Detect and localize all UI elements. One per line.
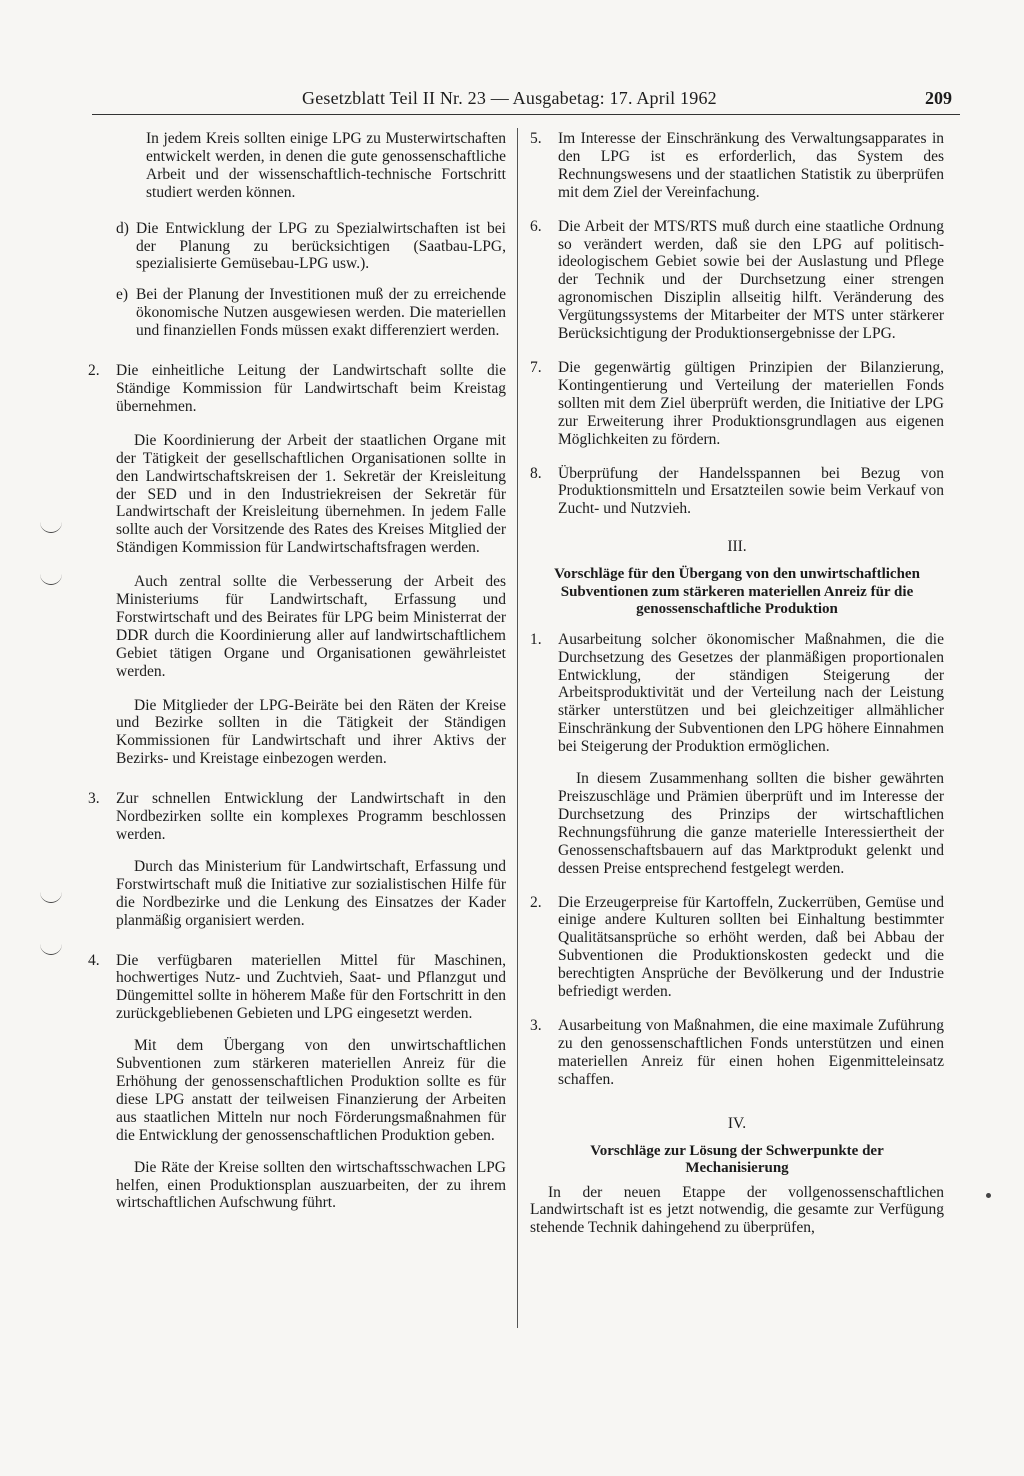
page-header [92, 88, 960, 114]
list-marker: 8. [530, 464, 542, 482]
list-marker: 6. [530, 217, 542, 235]
list-item-text: Zur schnellen Entwicklung der Landwirtschaft in den Nordbezirken sollte ein komplexes Programm beschlossen werden. [116, 790, 506, 843]
list-item-4 [88, 952, 506, 1024]
list-item-text: Ausarbeitung solcher ökonomischer Maßnahmen, die die Durchsetzung des Gesetzes der planmäßigen proportionalen Entwicklung, der ständigen Steigerung der Arbeitsproduktivität und der Verteilung nach der Leistung stärker unterstützen und bei gleichzeitiger allmählicher Einschränkung der Subventionen den LPG höhere Einnahmen bei Steigerung der Produktion ermöglichen. [558, 630, 944, 756]
paragraph: Die Räte der Kreise sollten den wirtschaftsschwachen LPG helfen, einen Produktionsplan auszuarbeiten, der zu ihrem wirtschaftlichen Aufschwung führt. [116, 1158, 506, 1212]
section-heading: Vorschläge für den Übergang von den unwirtschaftlichen Subventionen zum stärkeren materiellen Anreiz für die genossenschaftliche Produktion [554, 566, 920, 618]
list-item-s3-3 [530, 1017, 944, 1089]
paragraph: In diesem Zusammenhang sollten die bisher gewährten Preiszuschläge und Prämien überprüft und im Interesse der Durchsetzung des Prinzips der wirtschaftlichen Rechnungsführung die ganze materielle Interessiertheit der Genossenschaftsbauern auf das Marktprodukt gelenkt und dessen Preise entsprechend festgelegt werden. [558, 770, 944, 877]
list-item-8 [530, 465, 944, 519]
list-item-text: Die Entwicklung der LPG zu Spezialwirtschaften ist bei der Planung zu berücksichtigen (Saatbau-LPG, spezialisierte Gemüsebau-LPG usw.). [136, 219, 506, 273]
list-marker: 4. [88, 951, 100, 969]
list-item-e [88, 286, 506, 340]
margin-tick-mark [40, 574, 62, 585]
section-number: III. [727, 538, 747, 556]
list-marker: 7. [530, 358, 542, 376]
list-item-s3-2 [530, 894, 944, 1001]
list-marker: 3. [88, 790, 100, 808]
list-item-text: Ausarbeitung von Maßnahmen, die eine maximale Zuführung zu den genossenschaftlichen Fonds unterstützen und einen materiellen Anreiz für einen hohen Eigenmitteleinsatz schaffen. [558, 1016, 944, 1088]
section-number: IV. [727, 1114, 747, 1132]
list-item-2 [88, 362, 506, 416]
left-column [88, 130, 506, 1212]
list-marker: 1. [530, 630, 542, 648]
list-item-text: Im Interesse der Einschränkung des Verwaltungsapparates in den LPG ist es erforderlich, das System des Rechnungswesens und der staatlichen Statistik zu überprüfen mit dem Ziel der Vereinfachung. [558, 130, 944, 201]
paragraph: Die Mitglieder der LPG-Beiräte bei den Räten der Kreise und Bezirke sollten in die Tätigkeit der Ständigen Kommissionen für Landwirtschaft und ihrer Aktivs der Bezirks- und Kreistage einbezogen werden. [116, 696, 506, 768]
margin-tick-mark [40, 944, 62, 955]
list-item-text: Die Arbeit der MTS/RTS muß durch eine staatliche Ordnung so verändert werden, daß sie den LPG auf politisch-ideologischem Gebiet sowie bei der Auslastung und Pflege der Technik und der Durchsetzung einer strengen agronomischen Disziplin allseitig hilft. Veränderung des Vergütungssystems der Mitarbeiter der MTS unter stärkerer Berücksichtigung der Produktionsergebnisse der LPG. [558, 217, 944, 343]
list-item-6 [530, 218, 944, 343]
section-heading: Vorschläge zur Lösung der Schwerpunkte der Mechanisierung [590, 1142, 884, 1177]
list-item-text: Die gegenwärtig gültigen Prinzipien der Bilanzierung, Kontingentierung und Verteilung der materiellen Fonds sollten mit dem Ziel überprüft werden, die Initiative der LPG zur Erweiterung ihrer Produktionsgrundlagen aus eigenen Möglichkeiten zu fördern. [558, 358, 944, 448]
list-item-text: Überprüfung der Handelsspannen bei Bezug von Produktionsmitteln und Ersatzteilen sowie beim Verkauf von Zucht- und Nutzvieh. [558, 464, 944, 518]
margin-dot [986, 1193, 991, 1198]
list-marker: 5. [530, 130, 542, 147]
list-item-text: Die verfügbaren materiellen Mittel für Maschinen, hochwertiges Nutz- und Zuchtvieh, Saat- und Pflanzgut und Düngemittel sollte in höherem Maße für den Fortschritt in den zurückgebliebenen Gebieten und LPG eingesetzt werden. [116, 951, 506, 1023]
paragraph: Durch das Ministerium für Landwirtschaft, Erfassung und Forstwirtschaft muß die Initiative zur sozialistischen Hilfe für die Nordbezirke und die Lenkung des Einsatzes der Kader planmäßig organisiert werden. [116, 857, 506, 929]
paragraph: Mit dem Übergang von den unwirtschaftlichen Subventionen zum stärkeren materiellen Anreiz für die Erhöhung der genossenschaftlichen Produktion sollte es für diese LPG anstatt der teilweisen Finanzierung der Arbeiten aus staatlichen Mitteln nur noch Förderungsmaßnahmen für die Entwicklung der genossenschaftlichen Produktion geben. [116, 1037, 506, 1144]
list-item-text: Die einheitliche Leitung der Landwirtschaft sollte die Ständige Kommission für Landwirtschaft beim Kreistag übernehmen. [116, 362, 506, 415]
paragraph: In jedem Kreis sollten einige LPG zu Musterwirtschaften entwickelt werden, in denen die gute genossenschaftliche Arbeit und der wissenschaftlich-technische Fortschritt studiert werden können. [146, 130, 506, 201]
list-marker: 2. [530, 893, 542, 911]
list-marker: e) [116, 286, 129, 304]
list-marker: 3. [530, 1016, 542, 1034]
list-item-text: Bei der Planung der Investitionen muß der zu erreichende ökonomische Nutzen ausgewiesen werden. Die materiellen und finanziellen Fonds müssen exakt differenziert werden. [136, 286, 506, 340]
paragraph: In der neuen Etappe der vollgenossenschaftlichen Landwirtschaft ist es jetzt notwendig, die gesamte zur Verfügung stehende Technik dahingehend zu überprüfen, [530, 1183, 944, 1237]
margin-tick-mark [40, 892, 62, 903]
list-marker: d) [116, 219, 129, 237]
margin-tick-mark [40, 522, 62, 533]
list-marker: 2. [88, 362, 100, 380]
header-title: Gesetzblatt Teil II Nr. 23 — Ausgabetag: 17. April 1962 [302, 88, 717, 108]
list-item-text: Die Erzeugerpreise für Kartoffeln, Zuckerrüben, Gemüse und einige andere Kulturen sollten bei Einhaltung bestimmter Qualitätsansprüche so erhöht werden, daß bei Abbau der Subventionen die Produktionskosten gedeckt und die berechtigten Ansprüche der Bevölkerung und der Industrie befriedigt werden. [558, 893, 944, 1001]
column-divider [517, 128, 518, 1328]
list-item-3 [88, 790, 506, 844]
list-item-7 [530, 359, 944, 449]
list-item-s3-1 [530, 631, 944, 756]
paragraph: Auch zentral sollte die Verbesserung der Arbeit des Ministeriums für Landwirtschaft, Erfassung und Forstwirtschaft und des Beirates für LPG beim Ministerrat der DDR durch die Koordinierung aller auf landwirtschaftlichem Gebiet tätigen Organe und Organisationen gewährleistet werden. [116, 573, 506, 680]
list-item-5 [530, 130, 944, 202]
page-number: 209 [925, 88, 952, 108]
header-rule [92, 114, 960, 115]
paragraph: Die Koordinierung der Arbeit der staatlichen Organe mit der Tätigkeit der gesellschaftlichen Organisationen sollte in den Landwirtschaftskreisen der 1. Sekretär der Kreisleitung der SED und in den Industriekreisen der Sekretär für Landwirtschaft der Kreisleitung übernehmen. In jedem Falle sollte auch der Vorsitzende des Rates des Kreises Mitglied der Ständigen Kommission für Landwirtschaftsfragen werden. [116, 431, 506, 557]
right-column [530, 130, 944, 1237]
list-item-d [88, 220, 506, 274]
